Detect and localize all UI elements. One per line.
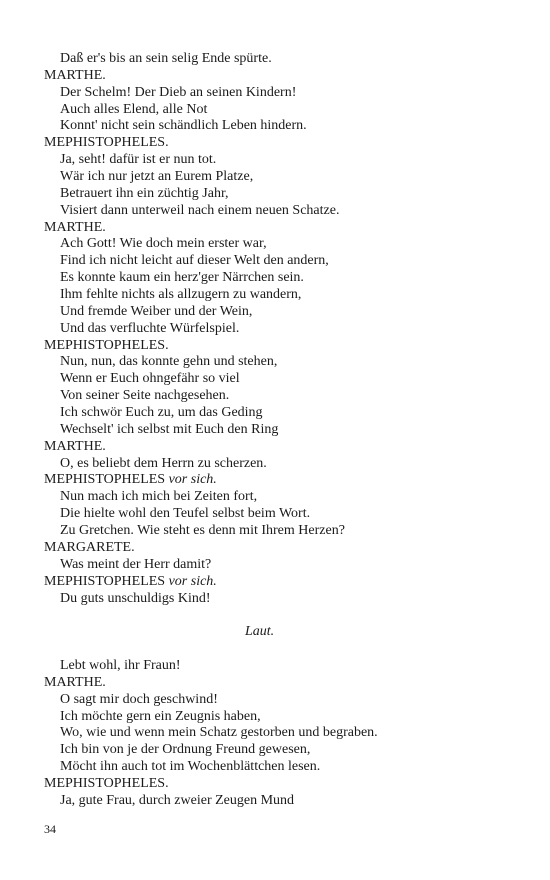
stage-direction: Laut. [245, 624, 275, 640]
verse-line: Ja, seht! dafür ist er nun tot. [60, 152, 217, 168]
speaker-label: MEPHISTOPHELES [44, 472, 166, 488]
speaker-label: MARGARETE. [44, 539, 135, 555]
speaker-name [44, 540, 514, 557]
speaker-label: MEPHISTOPHELES [44, 573, 166, 589]
inline-stage-direction: vor sich. [168, 573, 217, 589]
verse-line: Ja, gute Frau, durch zweier Zeugen Mund [60, 792, 295, 808]
verse-line: Es konnte kaum ein herz'ger Närrchen sein. [60, 270, 304, 286]
verse-line: Was meint der Herr damit? [60, 556, 212, 572]
speaker-label: MARTHE. [44, 438, 106, 454]
verse-line: Und das verfluchte Würfelspiel. [60, 320, 240, 336]
speaker-name [44, 68, 514, 85]
verse-line: Visiert dann unterweil nach einem neuen Schatze. [60, 202, 340, 218]
page-number: 34 [44, 822, 56, 836]
verse-line: Ich bin von je der Ordnung Freund gewesen, [60, 742, 311, 758]
verse-line: Nun mach ich mich bei Zeiten fort, [60, 489, 258, 505]
verse-line: Möcht ihn auch tot im Wochenblättchen lesen. [60, 759, 321, 775]
verse-line: Die hielte wohl den Teufel selbst beim Wort. [60, 506, 311, 522]
verse-line: Lebt wohl, ihr Fraun! [60, 657, 181, 673]
verse-line: Und fremde Weiber und der Wein, [60, 303, 253, 319]
blank-line [44, 607, 514, 624]
verse-line: Wär ich nur jetzt an Eurem Platze, [60, 169, 254, 185]
verse-line: Wo, wie und wenn mein Schatz gestorben und begraben. [60, 725, 378, 741]
speaker-name [44, 135, 514, 152]
speaker-label: MEPHISTOPHELES. [44, 337, 169, 353]
verse-line: Auch alles Elend, alle Not [60, 101, 208, 117]
speaker-name [44, 574, 514, 591]
speaker-name [44, 675, 514, 692]
verse-line: Zu Gretchen. Wie steht es denn mit Ihrem Herzen? [60, 523, 345, 539]
verse-line: Du guts unschuldigs Kind! [60, 590, 211, 606]
speaker-label: MARTHE. [44, 67, 106, 83]
verse-line: Ich möchte gern ein Zeugnis haben, [60, 708, 261, 724]
verse-line: Ach Gott! Wie doch mein erster war, [60, 236, 267, 252]
speaker-name [44, 220, 514, 237]
verse-line: Wechselt' ich selbst mit Euch den Ring [60, 421, 279, 437]
verse-line: O sagt mir doch geschwind! [60, 691, 218, 707]
verse-line: Betrauert ihn ein züchtig Jahr, [60, 185, 229, 201]
speaker-name [44, 776, 514, 793]
drama-text-block [44, 51, 514, 810]
verse-line: Daß er's bis an sein selig Ende spürte. [60, 51, 272, 66]
verse-line: Wenn er Euch ohngefähr so viel [60, 371, 240, 387]
speaker-name [44, 338, 514, 355]
verse-line: Der Schelm! Der Dieb an seinen Kindern! [60, 84, 297, 100]
verse-line: Ich schwör Euch zu, um das Geding [60, 405, 263, 421]
verse-line: O, es beliebt dem Herrn zu scherzen. [60, 455, 267, 471]
speaker-label: MARTHE. [44, 219, 106, 235]
inline-stage-direction: vor sich. [168, 472, 217, 488]
verse-line: Find ich nicht leicht auf dieser Welt den andern, [60, 253, 329, 269]
verse-line: Konnt' nicht sein schändlich Leben hindern. [60, 118, 307, 134]
speaker-name [44, 439, 514, 456]
verse-line: Von seiner Seite nachgesehen. [60, 388, 230, 404]
verse-line: Ihm fehlte nichts als allzugern zu wandern, [60, 287, 302, 303]
verse-line: Nun, nun, das konnte gehn und stehen, [60, 354, 278, 370]
speaker-label: MEPHISTOPHELES. [44, 775, 169, 791]
blank-line [44, 641, 514, 658]
speaker-label: MEPHISTOPHELES. [44, 135, 169, 151]
speaker-name [44, 472, 514, 489]
speaker-label: MARTHE. [44, 674, 106, 690]
